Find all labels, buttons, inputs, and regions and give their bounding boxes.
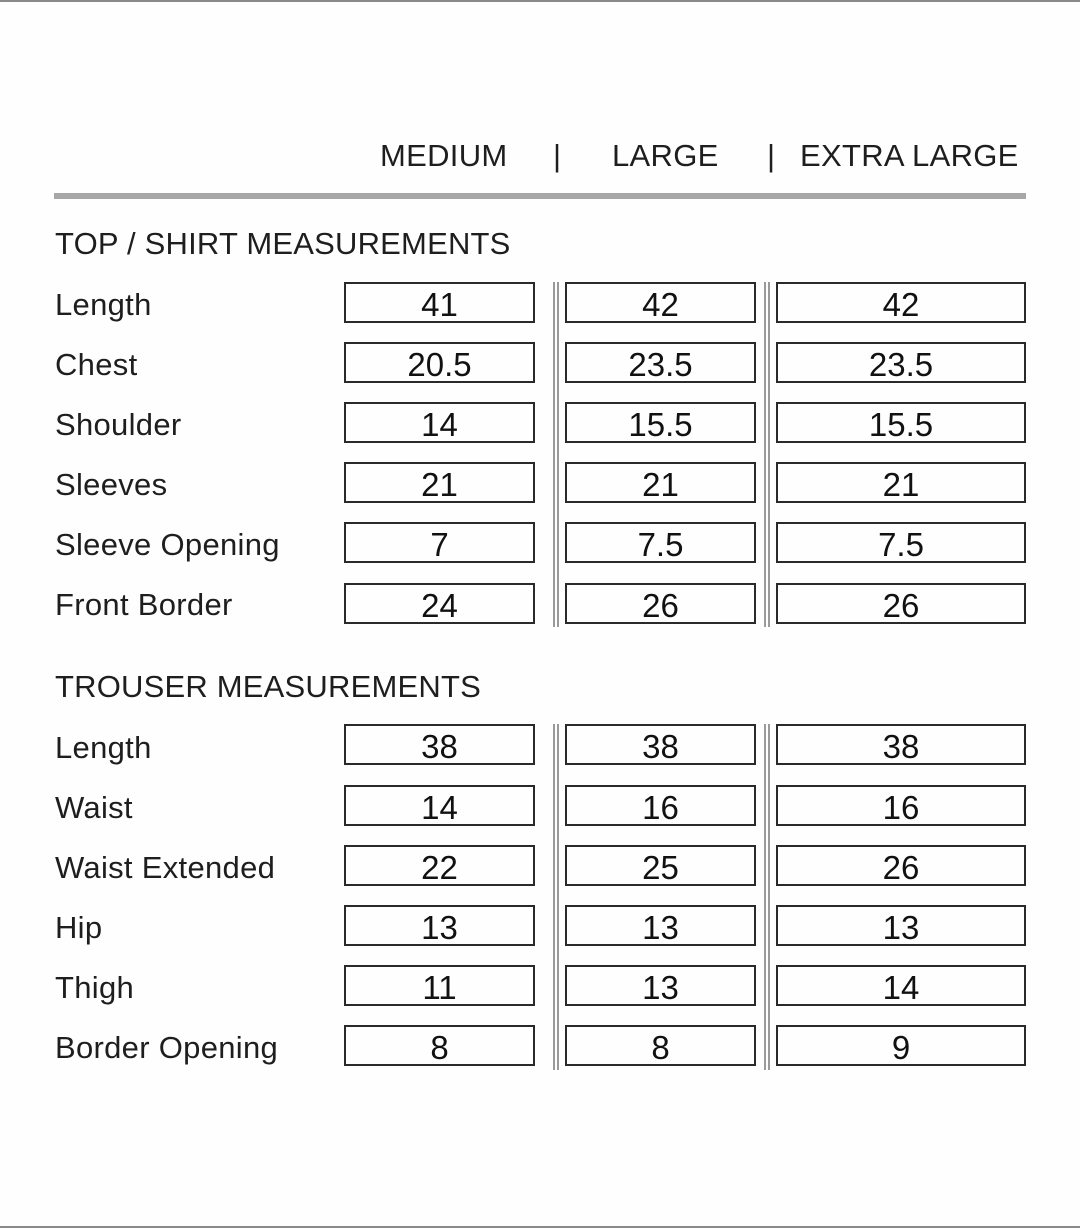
row-label: Waist Extended [55,850,276,885]
column-divider [553,282,555,627]
row-label: Chest [55,347,138,382]
value-large: 26 [565,583,756,624]
section-title-top-shirt: TOP / SHIRT MEASUREMENTS [55,226,511,261]
row-label: Shoulder [55,407,182,442]
value-medium: 41 [344,282,535,323]
value-medium: 22 [344,845,535,886]
column-divider [557,282,559,627]
row-label: Waist [55,790,133,825]
value-large: 42 [565,282,756,323]
size-header-extra-large: EXTRA LARGE [800,138,1019,173]
column-divider [764,724,766,1070]
column-divider [557,724,559,1070]
value-large: 7.5 [565,522,756,563]
header-divider [54,193,1026,199]
value-medium: 14 [344,402,535,443]
value-large: 21 [565,462,756,503]
size-separator: | [553,138,562,173]
value-extra-large: 26 [776,845,1026,886]
value-extra-large: 9 [776,1025,1026,1066]
size-header-medium: MEDIUM [380,138,508,173]
row-label: Thigh [55,970,135,1005]
value-extra-large: 14 [776,965,1026,1006]
top-border [0,0,1080,2]
value-large: 23.5 [565,342,756,383]
row-label: Sleeves [55,467,168,502]
value-medium: 38 [344,724,535,765]
column-divider [553,724,555,1070]
column-divider [764,282,766,627]
value-medium: 21 [344,462,535,503]
value-extra-large: 38 [776,724,1026,765]
value-extra-large: 21 [776,462,1026,503]
row-label: Length [55,287,152,322]
value-extra-large: 7.5 [776,522,1026,563]
value-large: 13 [565,965,756,1006]
value-medium: 14 [344,785,535,826]
bottom-border [0,1226,1080,1228]
section-title-trouser: TROUSER MEASUREMENTS [55,669,481,704]
value-large: 15.5 [565,402,756,443]
column-divider [768,282,770,627]
value-extra-large: 42 [776,282,1026,323]
row-label: Hip [55,910,103,945]
row-label: Length [55,730,152,765]
size-header-large: LARGE [612,138,719,173]
value-medium: 13 [344,905,535,946]
row-label: Border Opening [55,1030,279,1065]
row-label: Sleeve Opening [55,527,280,562]
value-medium: 11 [344,965,535,1006]
value-large: 13 [565,905,756,946]
value-large: 16 [565,785,756,826]
value-extra-large: 15.5 [776,402,1026,443]
size-separator: | [767,138,776,173]
column-divider [768,724,770,1070]
value-extra-large: 16 [776,785,1026,826]
value-medium: 24 [344,583,535,624]
value-medium: 8 [344,1025,535,1066]
value-medium: 20.5 [344,342,535,383]
value-large: 8 [565,1025,756,1066]
value-extra-large: 26 [776,583,1026,624]
value-large: 38 [565,724,756,765]
value-extra-large: 13 [776,905,1026,946]
value-extra-large: 23.5 [776,342,1026,383]
value-large: 25 [565,845,756,886]
value-medium: 7 [344,522,535,563]
row-label: Front Border [55,587,233,622]
